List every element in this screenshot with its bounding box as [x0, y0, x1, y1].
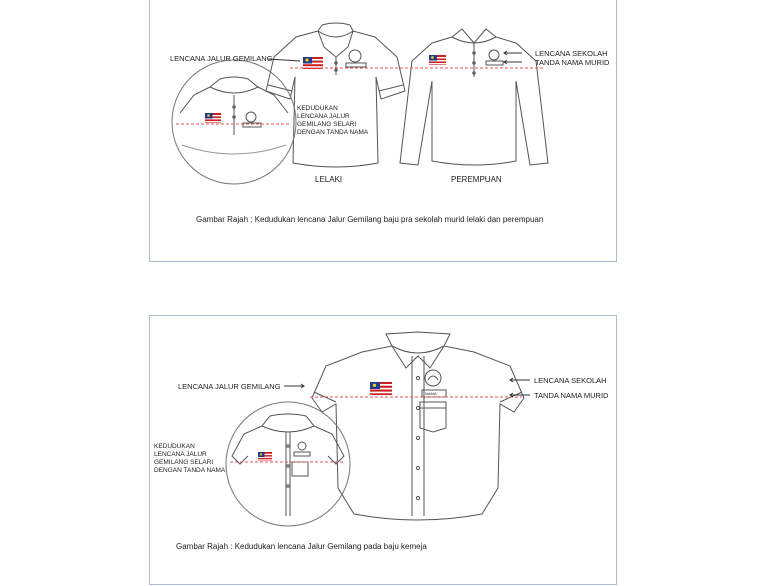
female-flag-badge [429, 55, 446, 65]
male-school-badge [346, 50, 366, 67]
zoom-detail-circle [172, 60, 296, 184]
label-name-tag: TANDA NAMA MURID [534, 391, 609, 400]
school-badge [425, 370, 441, 386]
label-flag-badge: LENCANA JALUR GEMILANG [170, 54, 273, 63]
female-school-badge [486, 50, 503, 65]
label-female: PEREMPUAN [451, 175, 502, 184]
zoom-detail-circle [226, 402, 350, 526]
note-alignment: KEDUDUKAN LENCANA JALUR GEMILANG SELARI DENGAN TANDA NAMA [297, 105, 369, 136]
zoom-flag-badge [205, 113, 221, 123]
male-polo-shirt [266, 23, 405, 167]
note-alignment: KEDUDUKAN LENCANA JALUR GEMILANG SELARI DENGAN TANDA NAMA [154, 443, 226, 474]
alignment-guide-lines [230, 397, 522, 462]
label-male: LELAKI [315, 175, 343, 184]
pointer-arrows [284, 378, 530, 397]
diagram-panel-preschool [149, 0, 617, 262]
shirt-flag-badge [370, 382, 392, 395]
caption-kemeja: Gambar Rajah : Kedudukan lencana Jalur Gemilang pada baju kemeja [176, 542, 427, 551]
male-flag-badge [303, 57, 323, 69]
label-school-badge: LENCANA SEKOLAH [535, 49, 608, 58]
female-blouse [400, 29, 548, 165]
label-school-badge: LENCANA SEKOLAH [534, 376, 607, 385]
label-flag-badge: LENCANA JALUR GEMILANG [178, 382, 281, 391]
name-tag-text: NAMA [425, 391, 437, 396]
label-name-tag: TANDA NAMA MURID [535, 58, 610, 67]
zoom-flag-badge [258, 452, 272, 461]
caption-preschool: Gambar Rajah : Kedudukan lencana Jalur Gemilang baju pra sekolah murid lelaki dan perempuan [196, 215, 544, 224]
diagram-panel-shirt [149, 315, 617, 585]
